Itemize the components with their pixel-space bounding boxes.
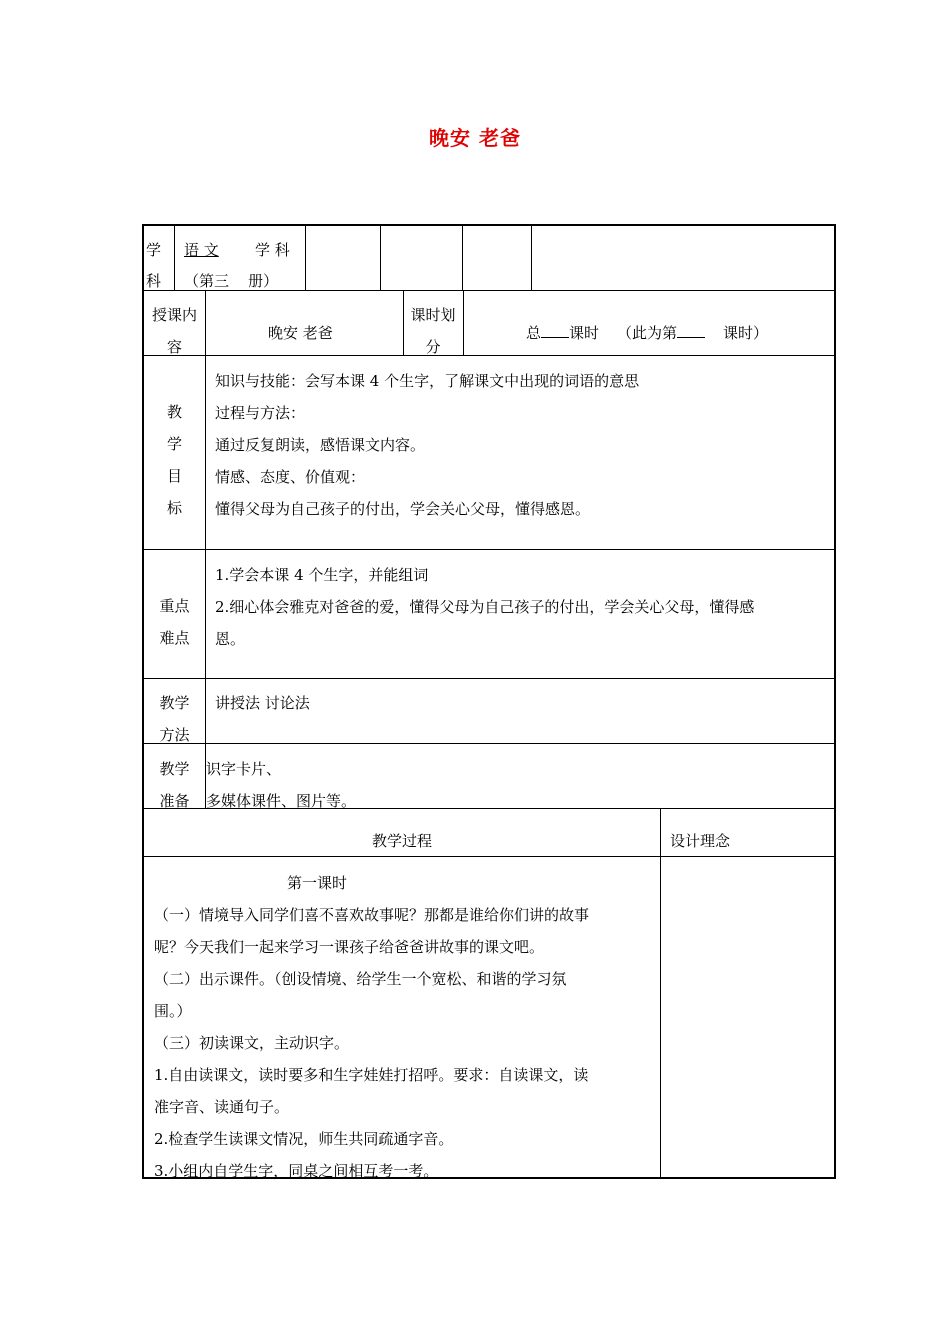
document-title: 晚安 老爸	[429, 126, 521, 150]
period-current-unit: 课时）	[723, 324, 769, 342]
process-text	[154, 899, 589, 1187]
lesson-session-title: 第一课时	[287, 874, 348, 892]
column-divider	[205, 355, 206, 808]
objectives-label-char: 学	[166, 435, 182, 453]
process-line: 准字音、读通句子。	[154, 1098, 290, 1116]
column-divider	[305, 226, 306, 290]
process-line: 围。）	[154, 1002, 192, 1020]
method-label-line: 教学	[159, 694, 190, 712]
prep-line: 多媒体课件、图片等。	[206, 792, 357, 810]
prep-label-line: 准备	[159, 792, 190, 810]
process-line: 1.自由读课文，读时要多和生字娃娃打招呼。要求：自读课文，读	[154, 1066, 589, 1084]
process-line: （一）情境导入同学们喜不喜欢故事呢？那都是谁给你们讲的故事	[154, 906, 590, 924]
objectives-label-char: 教	[166, 403, 182, 421]
method-text: 讲授法 讨论法	[215, 694, 310, 712]
objective-line: 通过反复朗读，感悟课文内容。	[215, 436, 426, 454]
process-line: （三）初读课文，主动识字。	[154, 1034, 350, 1052]
objective-line: 知识与技能：会写本课 4 个生字，了解课文中出现的词语的意思	[215, 372, 640, 390]
row-divider	[144, 355, 834, 356]
objective-line: 过程与方法：	[215, 404, 306, 422]
design-concept-header: 设计理念	[670, 832, 731, 850]
objective-line: 懂得父母为自己孩子的付出，学会关心父母，懂得感恩。	[215, 500, 591, 518]
prep-line: 识字卡片、	[206, 760, 282, 778]
period-unit: 课时	[569, 324, 600, 342]
period-label-line2: 分	[425, 338, 441, 356]
subject-label-top: 学	[146, 241, 162, 259]
column-divider	[380, 226, 381, 290]
keypoints-label-line: 难点	[159, 629, 190, 647]
keypoints-label	[144, 590, 205, 654]
subject-value: 语 文	[184, 241, 219, 259]
content-label-line1: 授课内	[151, 306, 197, 324]
objective-line: 情感、态度、价值观：	[215, 468, 366, 486]
period-label-line1: 课时划	[410, 306, 456, 324]
period-text	[526, 317, 768, 349]
period-current-blank	[677, 323, 705, 338]
keypoint-line: 1.学会本课 4 个生字，并能组词	[215, 566, 429, 584]
content-label-line2: 容	[166, 338, 182, 356]
row-divider	[144, 678, 834, 679]
lesson-plan-table	[142, 224, 836, 1179]
objectives-label-char: 标	[166, 499, 182, 517]
method-label	[144, 687, 205, 751]
lesson-content-value: 晚安 老爸	[268, 324, 333, 342]
column-divider	[174, 226, 175, 290]
subject-label-bottom: 科	[146, 272, 162, 290]
period-label	[403, 299, 463, 363]
column-divider	[205, 290, 206, 355]
subject-suffix: 学 科	[255, 241, 290, 259]
process-line: 2.检查学生读课文情况，师生共同疏通字音。	[154, 1130, 454, 1148]
column-divider	[531, 226, 532, 290]
process-line: 3.小组内自学生字，同桌之间相互考一考。	[154, 1162, 439, 1180]
prep-label-line: 教学	[159, 760, 190, 778]
keypoint-line: 恩。	[215, 630, 246, 648]
method-label-line: 方法	[159, 726, 190, 744]
period-total-label: 总	[526, 324, 542, 342]
column-divider	[462, 226, 463, 290]
row-divider	[144, 743, 834, 744]
content-label	[144, 299, 205, 363]
process-line: 呢？今天我们一起来学习一课孩子给爸爸讲故事的课文吧。	[154, 938, 545, 956]
column-divider	[660, 808, 661, 1179]
process-header: 教学过程	[371, 832, 432, 850]
process-line: （二）出示课件。（创设情境、给学生一个宽松、和谐的学习氛	[154, 970, 567, 988]
row-divider	[144, 549, 834, 550]
keypoint-line: 2.细心体会雅克对爸爸的爱，懂得父母为自己孩子的付出，学会关心父母，懂得感	[215, 598, 755, 616]
objectives-label	[144, 396, 205, 524]
keypoints-label-line: 重点	[159, 597, 190, 615]
objectives-label-char: 目	[166, 467, 182, 485]
prep-text	[206, 753, 356, 817]
prep-label	[144, 753, 205, 817]
volume-text: （第三 册）	[184, 272, 279, 290]
period-current-label: （此为第	[617, 324, 678, 342]
keypoints-text	[215, 559, 754, 655]
period-total-blank	[541, 323, 569, 338]
column-divider	[463, 290, 464, 355]
objectives-text	[215, 365, 639, 525]
